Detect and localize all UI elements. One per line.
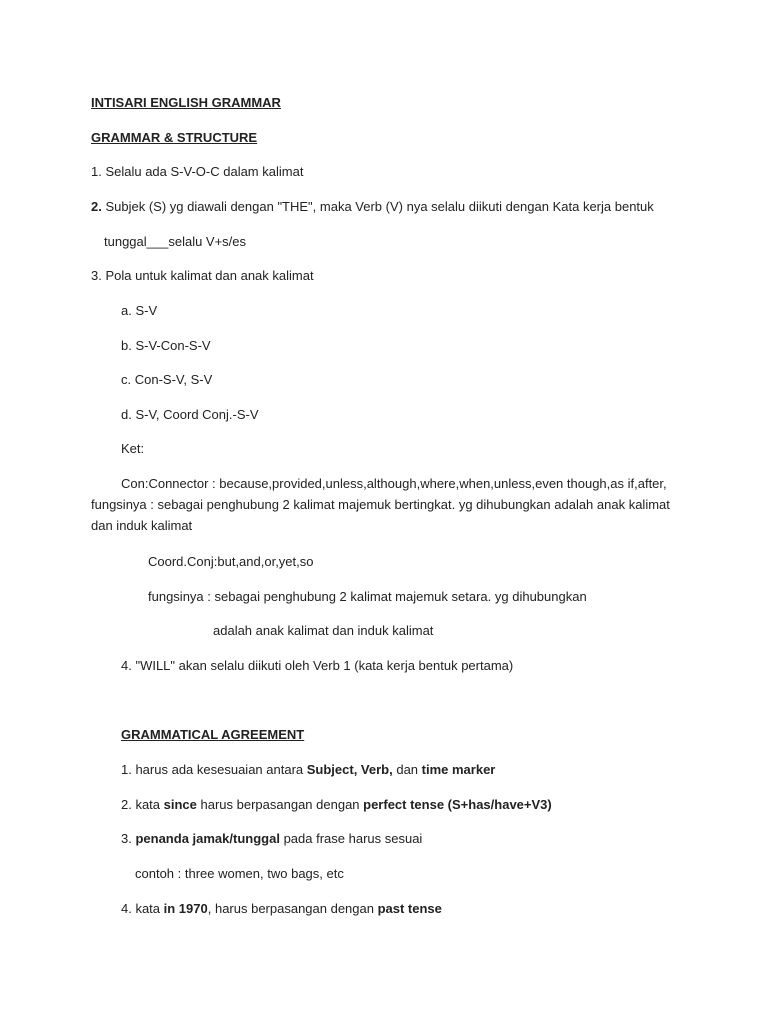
rule-2 xyxy=(91,199,654,215)
agreement-2-bold-a: since xyxy=(163,797,197,812)
pattern-c: c. Con-S-V, S-V xyxy=(121,372,213,387)
rule-2-text: Subjek (S) yg diawali dengan "THE", maka Verb (V) nya selalu diikuti dengan Kata kerja bentuk xyxy=(101,199,654,214)
agreement-3-bold: penanda jamak/tunggal xyxy=(135,831,280,846)
coord-function-cont: adalah anak kalimat dan induk kalimat xyxy=(213,623,434,638)
agreement-1-text: 1. harus ada kesesuaian antara xyxy=(121,762,307,777)
pattern-a: a. S-V xyxy=(121,303,158,318)
agreement-3-example: contoh : three women, two bags, etc xyxy=(135,866,344,881)
coord-function: fungsinya : sebagai penghubung 2 kalimat majemuk setara. yg dihubungkan xyxy=(148,589,587,604)
agreement-3 xyxy=(121,831,422,847)
agreement-3-post: pada frase harus sesuai xyxy=(279,831,423,846)
pattern-d: d. S-V, Coord Conj.-S-V xyxy=(121,407,259,422)
section-heading-grammar-structure: GRAMMAR & STRUCTURE xyxy=(91,130,258,145)
agreement-2-bold-b: perfect tense (S+has/have+V3) xyxy=(363,797,552,812)
rule-1: 1. Selalu ada S-V-O-C dalam kalimat xyxy=(91,164,304,179)
agreement-4 xyxy=(121,901,442,917)
document-title: INTISARI ENGLISH GRAMMAR xyxy=(91,95,281,110)
agreement-1-bold-a: Subject, Verb, xyxy=(306,762,393,777)
agreement-4-bold-b: past tense xyxy=(377,901,442,916)
rule-2-continuation: tunggal___selalu V+s/es xyxy=(104,234,247,249)
ket-label: Ket: xyxy=(121,441,145,456)
pattern-b: b. S-V-Con-S-V xyxy=(121,338,211,353)
agreement-2 xyxy=(121,797,552,813)
agreement-1 xyxy=(121,762,495,778)
agreement-1-mid: dan xyxy=(392,762,422,777)
coord-conj: Coord.Conj:but,and,or,yet,so xyxy=(148,554,314,569)
agreement-2-text: 2. kata xyxy=(121,797,164,812)
section-heading-grammatical-agreement: GRAMMATICAL AGREEMENT xyxy=(121,727,305,742)
agreement-3-text: 3. xyxy=(121,831,136,846)
agreement-4-mid: , harus berpasangan dengan xyxy=(207,901,378,916)
agreement-2-mid: harus berpasangan dengan xyxy=(196,797,364,812)
agreement-4-bold-a: in 1970 xyxy=(163,901,208,916)
rule-2-number: 2. xyxy=(91,199,102,214)
rule-4: 4. "WILL" akan selalu diikuti oleh Verb 1 (kata kerja bentuk pertama) xyxy=(121,658,514,673)
connector-paragraph: Con:Connector : because,provided,unless,although,where,when,unless,even though,as if,after, fungsinya : sebagai penghubung 2 kalimat majemuk bertingkat. yg dihubungkan adalah anak kalimat dan induk kalimat xyxy=(91,476,670,533)
agreement-4-text: 4. kata xyxy=(121,901,164,916)
agreement-1-bold-b: time marker xyxy=(421,762,496,777)
rule-3: 3. Pola untuk kalimat dan anak kalimat xyxy=(91,268,314,283)
